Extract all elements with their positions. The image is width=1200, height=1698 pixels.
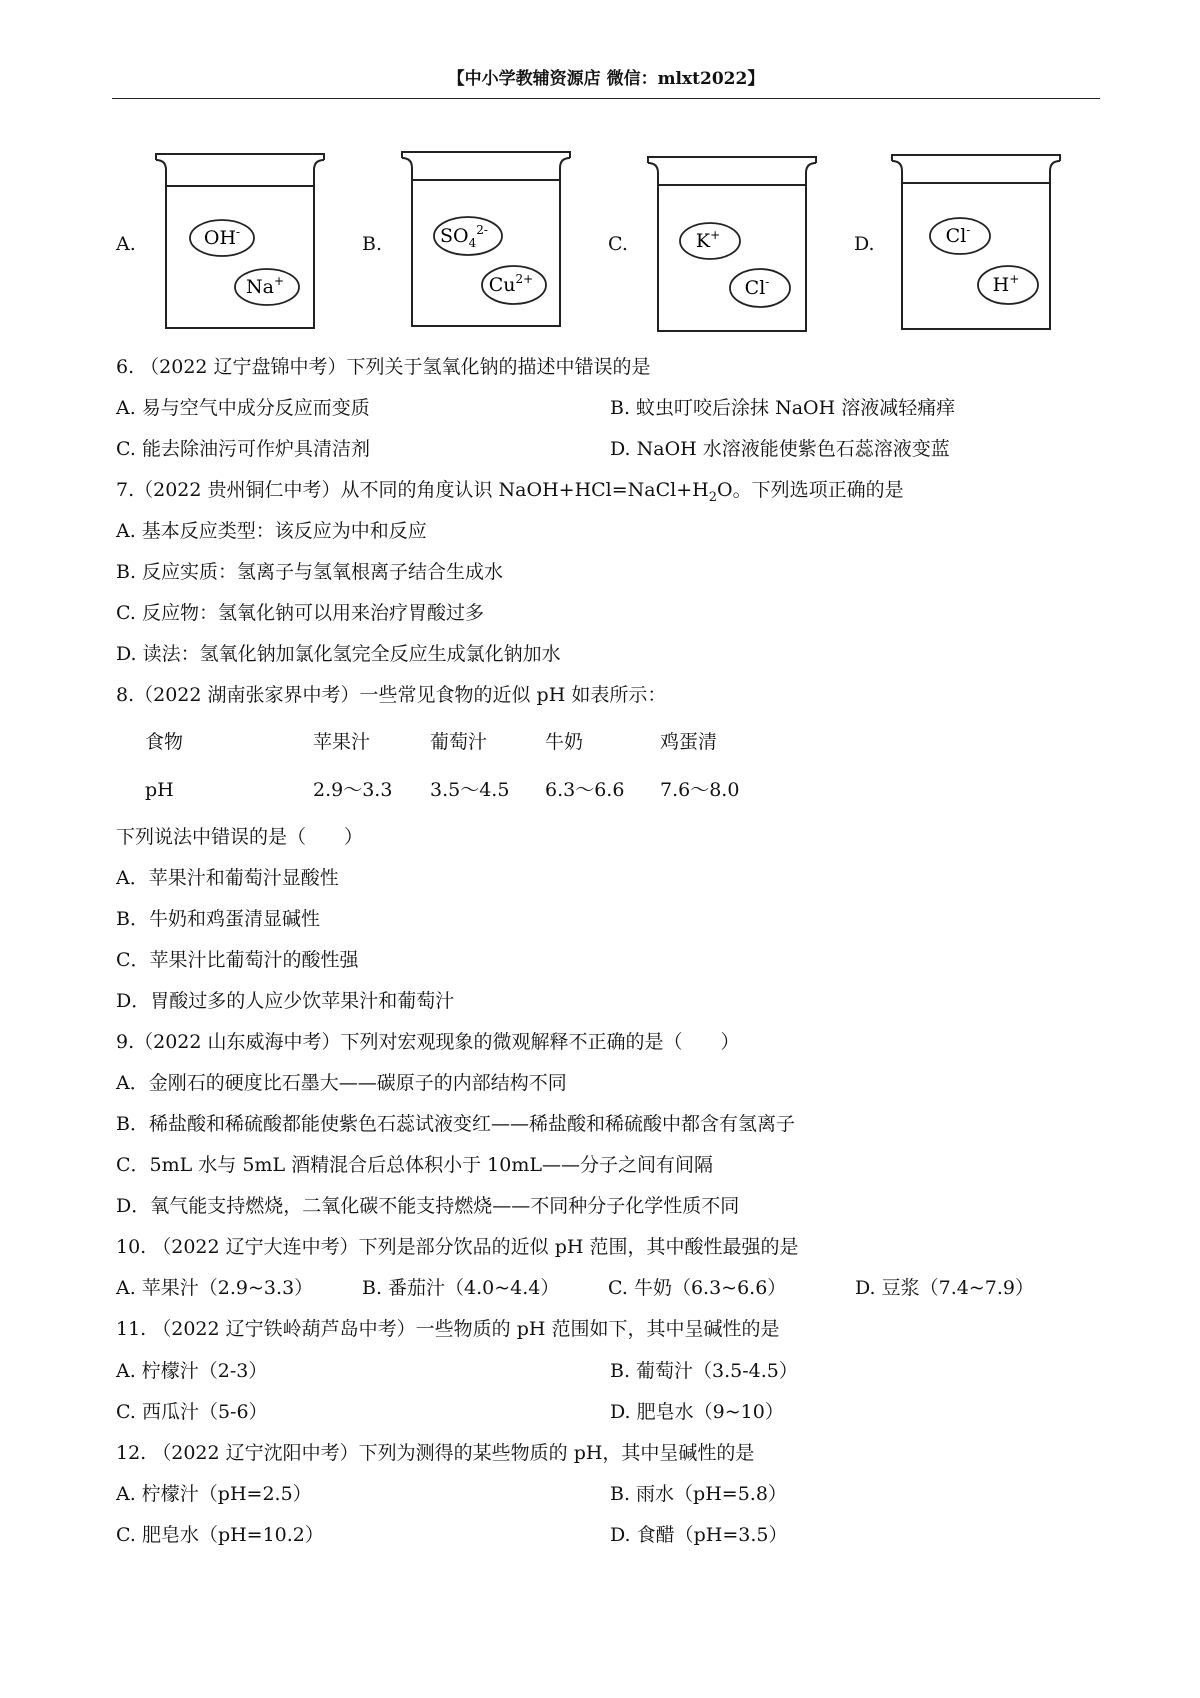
option-letter-d: D. bbox=[854, 233, 875, 255]
q6-option-c: C. 能去除油污可作炉具清洁剂 bbox=[116, 438, 370, 460]
svg-text:Cl- bbox=[745, 275, 770, 299]
ion-label: H bbox=[992, 274, 1010, 296]
ion-charge: - bbox=[966, 223, 971, 237]
q11-option-c: C. 西瓜汁（5-6） bbox=[116, 1401, 268, 1423]
svg-text:OH- bbox=[204, 225, 240, 249]
q11-option-d: D. 肥皂水（9~10） bbox=[610, 1401, 784, 1423]
q10-option-b: B. 番茄汁（4.0~4.4） bbox=[362, 1277, 560, 1299]
table-cell: 牛奶 bbox=[545, 731, 584, 753]
q10-stem: 10. （2022 辽宁大连中考）下列是部分饮品的近似 pH 范围，其中酸性最强的是 bbox=[116, 1236, 799, 1258]
q7-option-b: B. 反应实质：氢离子与氢氧根离子结合生成水 bbox=[116, 561, 504, 583]
q9-option-b: B．稀盐酸和稀硫酸都能使紫色石蕊试液变红——稀盐酸和稀硫酸中都含有氢离子 bbox=[116, 1113, 795, 1135]
q6-option-b: B. 蚊虫叮咬后涂抹 NaOH 溶液减轻痛痒 bbox=[610, 397, 956, 419]
ion-label: Na bbox=[245, 276, 274, 298]
q7-stem-post: O。下列选项正确的是 bbox=[717, 479, 904, 501]
svg-text:Cu2+ bbox=[489, 272, 533, 296]
q6-stem: 6. （2022 辽宁盘锦中考）下列关于氢氧化钠的描述中错误的是 bbox=[116, 356, 651, 378]
ion-label: Cl bbox=[744, 277, 766, 299]
q8-stem: 8.（2022 湖南张家界中考）一些常见食物的近似 pH 如表所示： bbox=[116, 684, 667, 706]
q10-option-a: A. 苹果汁（2.9~3.3） bbox=[116, 1277, 314, 1299]
ion-label: SO bbox=[440, 225, 469, 247]
table-cell: 苹果汁 bbox=[313, 731, 371, 753]
beaker-d bbox=[888, 153, 1068, 335]
table-cell: 食物 bbox=[145, 731, 184, 753]
q7-stem-subscript: 2 bbox=[708, 489, 718, 505]
q7-stem bbox=[116, 475, 904, 513]
ion-charge: 2- bbox=[476, 223, 488, 237]
q6-option-d: D. NaOH 水溶液能使紫色石蕊溶液变蓝 bbox=[610, 438, 950, 460]
table-cell: 3.5～4.5 bbox=[430, 779, 510, 801]
q9-stem: 9.（2022 山东威海中考）下列对宏观现象的微观解释不正确的是（ ） bbox=[116, 1031, 740, 1053]
ion-label: Cu bbox=[488, 274, 516, 296]
option-letter-c: C. bbox=[608, 233, 628, 255]
ion-charge: - bbox=[236, 225, 241, 239]
q8-option-d: D．胃酸过多的人应少饮苹果汁和葡萄汁 bbox=[116, 990, 455, 1012]
option-letter-a: A. bbox=[116, 233, 136, 255]
q8-option-c: C．苹果汁比葡萄汁的酸性强 bbox=[116, 949, 359, 971]
q7-stem-pre: 7.（2022 贵州铜仁中考）从不同的角度认识 NaOH+HCl=NaCl+H bbox=[116, 479, 709, 501]
q7-option-c: C. 反应物：氢氧化钠可以用来治疗胃酸过多 bbox=[116, 602, 484, 624]
page-header: 【中小学教辅资源店 微信：mlxt2022】 bbox=[447, 69, 765, 89]
q9-option-c: C．5mL 水与 5mL 酒精混合后总体积小于 10mL——分子之间有间隔 bbox=[116, 1154, 713, 1176]
q8-option-b: B．牛奶和鸡蛋清显碱性 bbox=[116, 908, 320, 930]
svg-text:Na+ bbox=[246, 274, 284, 298]
q12-option-b: B. 雨水（pH=5.8） bbox=[610, 1483, 787, 1505]
ion-charge: - bbox=[765, 275, 770, 289]
q7-option-d: D. 读法：氢氧化钠加氯化氢完全反应生成氯化钠加水 bbox=[116, 643, 561, 665]
q12-option-d: D. 食醋（pH=3.5） bbox=[610, 1524, 788, 1546]
table-cell: 2.9～3.3 bbox=[313, 779, 393, 801]
beaker-b bbox=[398, 150, 578, 332]
ion-charge: + bbox=[1009, 272, 1020, 286]
option-letter-b: B. bbox=[362, 233, 383, 255]
q9-option-a: A．金刚石的硬度比石墨大——碳原子的内部结构不同 bbox=[116, 1072, 567, 1094]
beaker-c bbox=[644, 155, 824, 337]
svg-text:Cl- bbox=[946, 223, 971, 247]
beaker-a bbox=[152, 152, 332, 334]
q12-stem: 12. （2022 辽宁沈阳中考）下列为测得的某些物质的 pH，其中呈碱性的是 bbox=[116, 1442, 755, 1464]
ion-subscript: 4 bbox=[468, 236, 477, 250]
svg-text:SO42- bbox=[440, 223, 488, 250]
ion-label: K bbox=[695, 230, 711, 252]
ion-label: OH bbox=[203, 227, 237, 249]
q11-option-b: B. 葡萄汁（3.5-4.5） bbox=[610, 1360, 798, 1382]
q11-option-a: A. 柠檬汁（2-3） bbox=[116, 1360, 268, 1382]
q8-prompt: 下列说法中错误的是（ ） bbox=[116, 826, 364, 848]
q11-stem: 11. （2022 辽宁铁岭葫芦岛中考）一些物质的 pH 范围如下，其中呈碱性的是 bbox=[116, 1318, 780, 1340]
table-cell: 6.3～6.6 bbox=[545, 779, 625, 801]
ion-label: Cl bbox=[945, 225, 967, 247]
q8-option-a: A．苹果汁和葡萄汁显酸性 bbox=[116, 867, 339, 889]
table-cell: 7.6～8.0 bbox=[660, 779, 740, 801]
table-cell: 葡萄汁 bbox=[430, 731, 488, 753]
ion-charge: 2+ bbox=[515, 272, 534, 286]
table-cell: pH bbox=[145, 779, 174, 801]
q9-option-d: D．氧气能支持燃烧，二氧化碳不能支持燃烧——不同种分子化学性质不同 bbox=[116, 1195, 740, 1217]
svg-text:K+ bbox=[696, 228, 720, 252]
q12-option-c: C. 肥皂水（pH=10.2） bbox=[116, 1524, 324, 1546]
q10-option-c: C. 牛奶（6.3~6.6） bbox=[608, 1277, 787, 1299]
ion-charge: + bbox=[273, 274, 285, 288]
q12-option-a: A. 柠檬汁（pH=2.5） bbox=[116, 1483, 312, 1505]
q6-option-a: A. 易与空气中成分反应而变质 bbox=[116, 397, 370, 419]
svg-text:H+ bbox=[993, 272, 1020, 296]
q7-option-a: A. 基本反应类型：该反应为中和反应 bbox=[116, 520, 427, 542]
q10-option-d: D. 豆浆（7.4~7.9） bbox=[855, 1277, 1034, 1299]
table-cell: 鸡蛋清 bbox=[660, 731, 718, 753]
ion-charge: + bbox=[710, 228, 721, 242]
header-rule bbox=[112, 98, 1100, 99]
